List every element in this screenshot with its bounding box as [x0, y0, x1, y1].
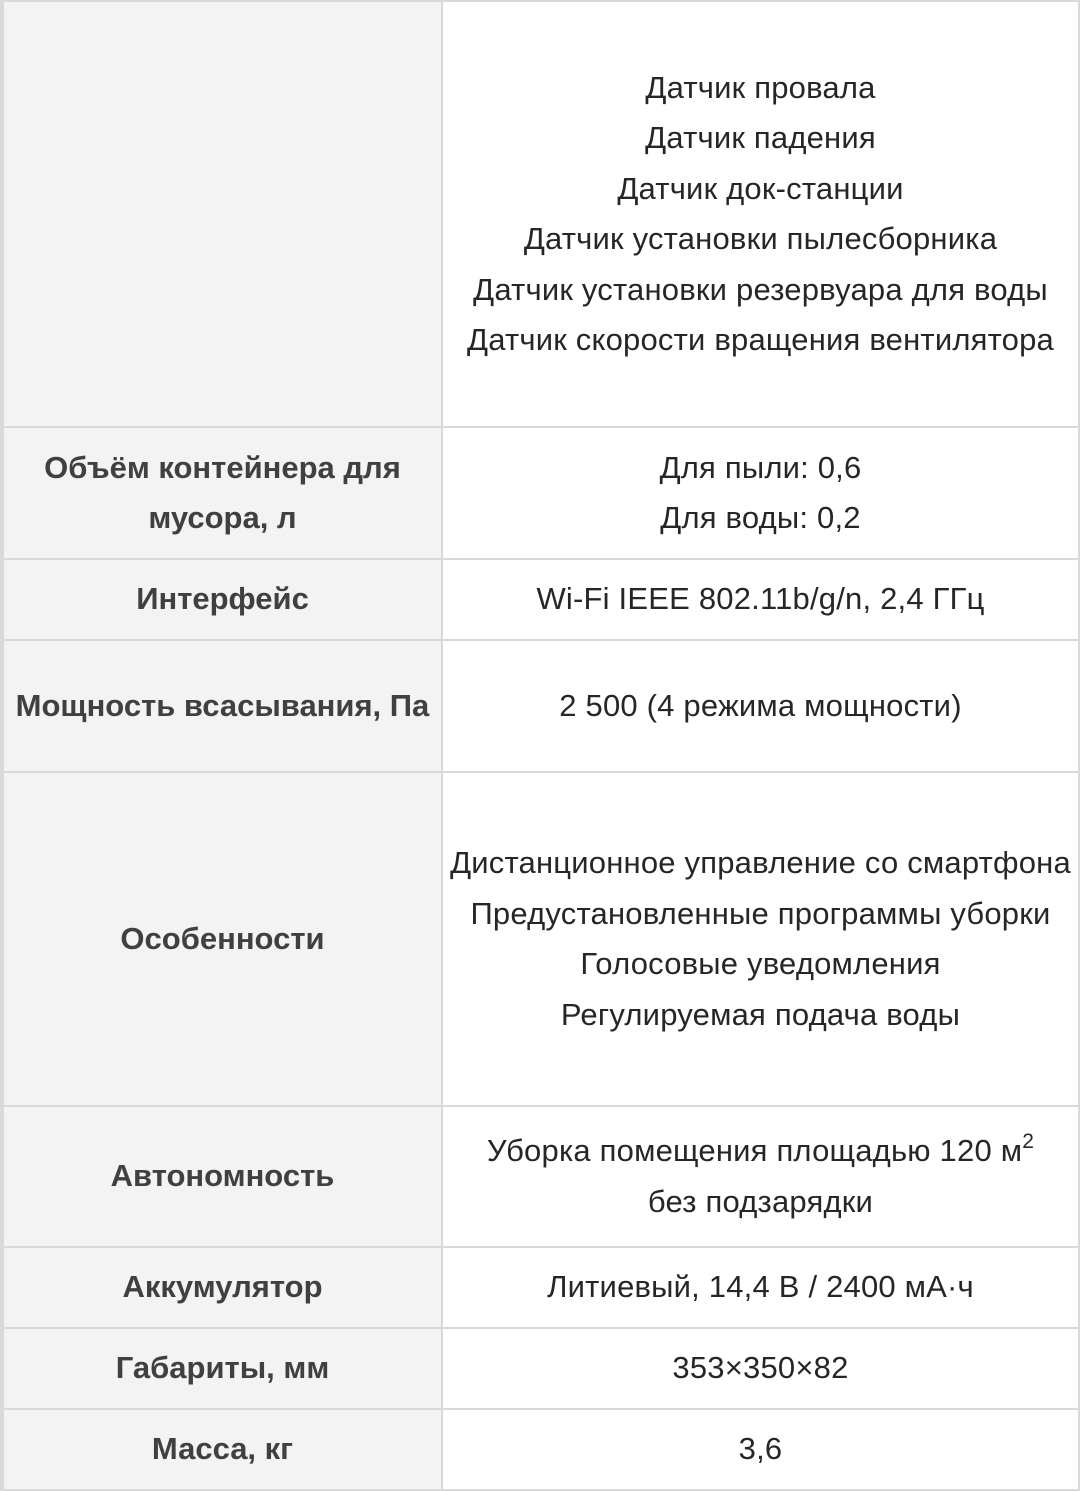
spec-label-battery: Аккумулятор: [2, 1247, 442, 1328]
spec-row-battery: [2, 1247, 1079, 1328]
spec-label-features: Особенности: [2, 772, 442, 1106]
spec-value-line: Предустановленные программы уборки: [470, 895, 1051, 931]
spec-value-sensors: [442, 1, 1079, 427]
spec-row-mass: [2, 1409, 1079, 1490]
spec-row-suction: [2, 640, 1079, 772]
spec-value-container: [442, 427, 1079, 559]
spec-label-dimensions: Габариты, мм: [2, 1328, 442, 1409]
spec-label-container: Объём контейнера для мусора, л: [2, 427, 442, 559]
spec-value-suction: 2 500 (4 режима мощности): [442, 640, 1079, 772]
spec-value-line: Регулируемая подача воды: [560, 996, 961, 1032]
spec-value-line: Дистанционное управление со смартфона: [450, 845, 1071, 880]
spec-value-line: Датчик установки пылесборника: [523, 221, 998, 256]
spec-value-line: Голосовые уведомления: [580, 946, 941, 981]
spec-row-sensors: [2, 1, 1079, 427]
spec-row-autonomy: [2, 1106, 1079, 1247]
spec-row-interface: [2, 559, 1079, 640]
spec-label-mass: Масса, кг: [2, 1409, 442, 1490]
spec-value-mass: 3,6: [442, 1409, 1079, 1490]
spec-label-sensors: [2, 1, 442, 427]
spec-value-line: Датчик док-станции: [617, 170, 904, 206]
spec-label-suction: Мощность всасывания, Па: [2, 640, 442, 772]
spec-row-features: [2, 772, 1079, 1106]
spec-value-line: Для пыли: 0,6: [659, 449, 862, 485]
superscript: 2: [1022, 1129, 1035, 1153]
spec-value-line: Для воды: 0,2: [660, 500, 861, 535]
spec-value-features: [442, 772, 1079, 1106]
spec-row-dimensions: [2, 1328, 1079, 1409]
spec-label-interface: Интерфейс: [2, 559, 442, 640]
spec-value-line: Датчик падения: [645, 120, 876, 155]
spec-value-interface: Wi-Fi IEEE 802.11b/g/n, 2,4 ГГц: [442, 559, 1079, 640]
spec-value-dimensions: 353×350×82: [442, 1328, 1079, 1409]
spec-row-container: [2, 427, 1079, 559]
spec-value-autonomy: [442, 1106, 1079, 1247]
spec-label-autonomy: Автономность: [2, 1106, 442, 1247]
spec-value-text: Уборка помещения площадью 120 м: [486, 1133, 1023, 1168]
spec-value-line: Датчик провала: [645, 69, 876, 105]
spec-value-line: Датчик установки резервуара для воды: [473, 271, 1048, 307]
spec-value-text: без подзарядки: [647, 1183, 874, 1219]
spec-value-battery: Литиевый, 14,4 В / 2400 мА·ч: [442, 1247, 1079, 1328]
spec-value-line: Датчик скорости вращения вентилятора: [467, 322, 1054, 357]
